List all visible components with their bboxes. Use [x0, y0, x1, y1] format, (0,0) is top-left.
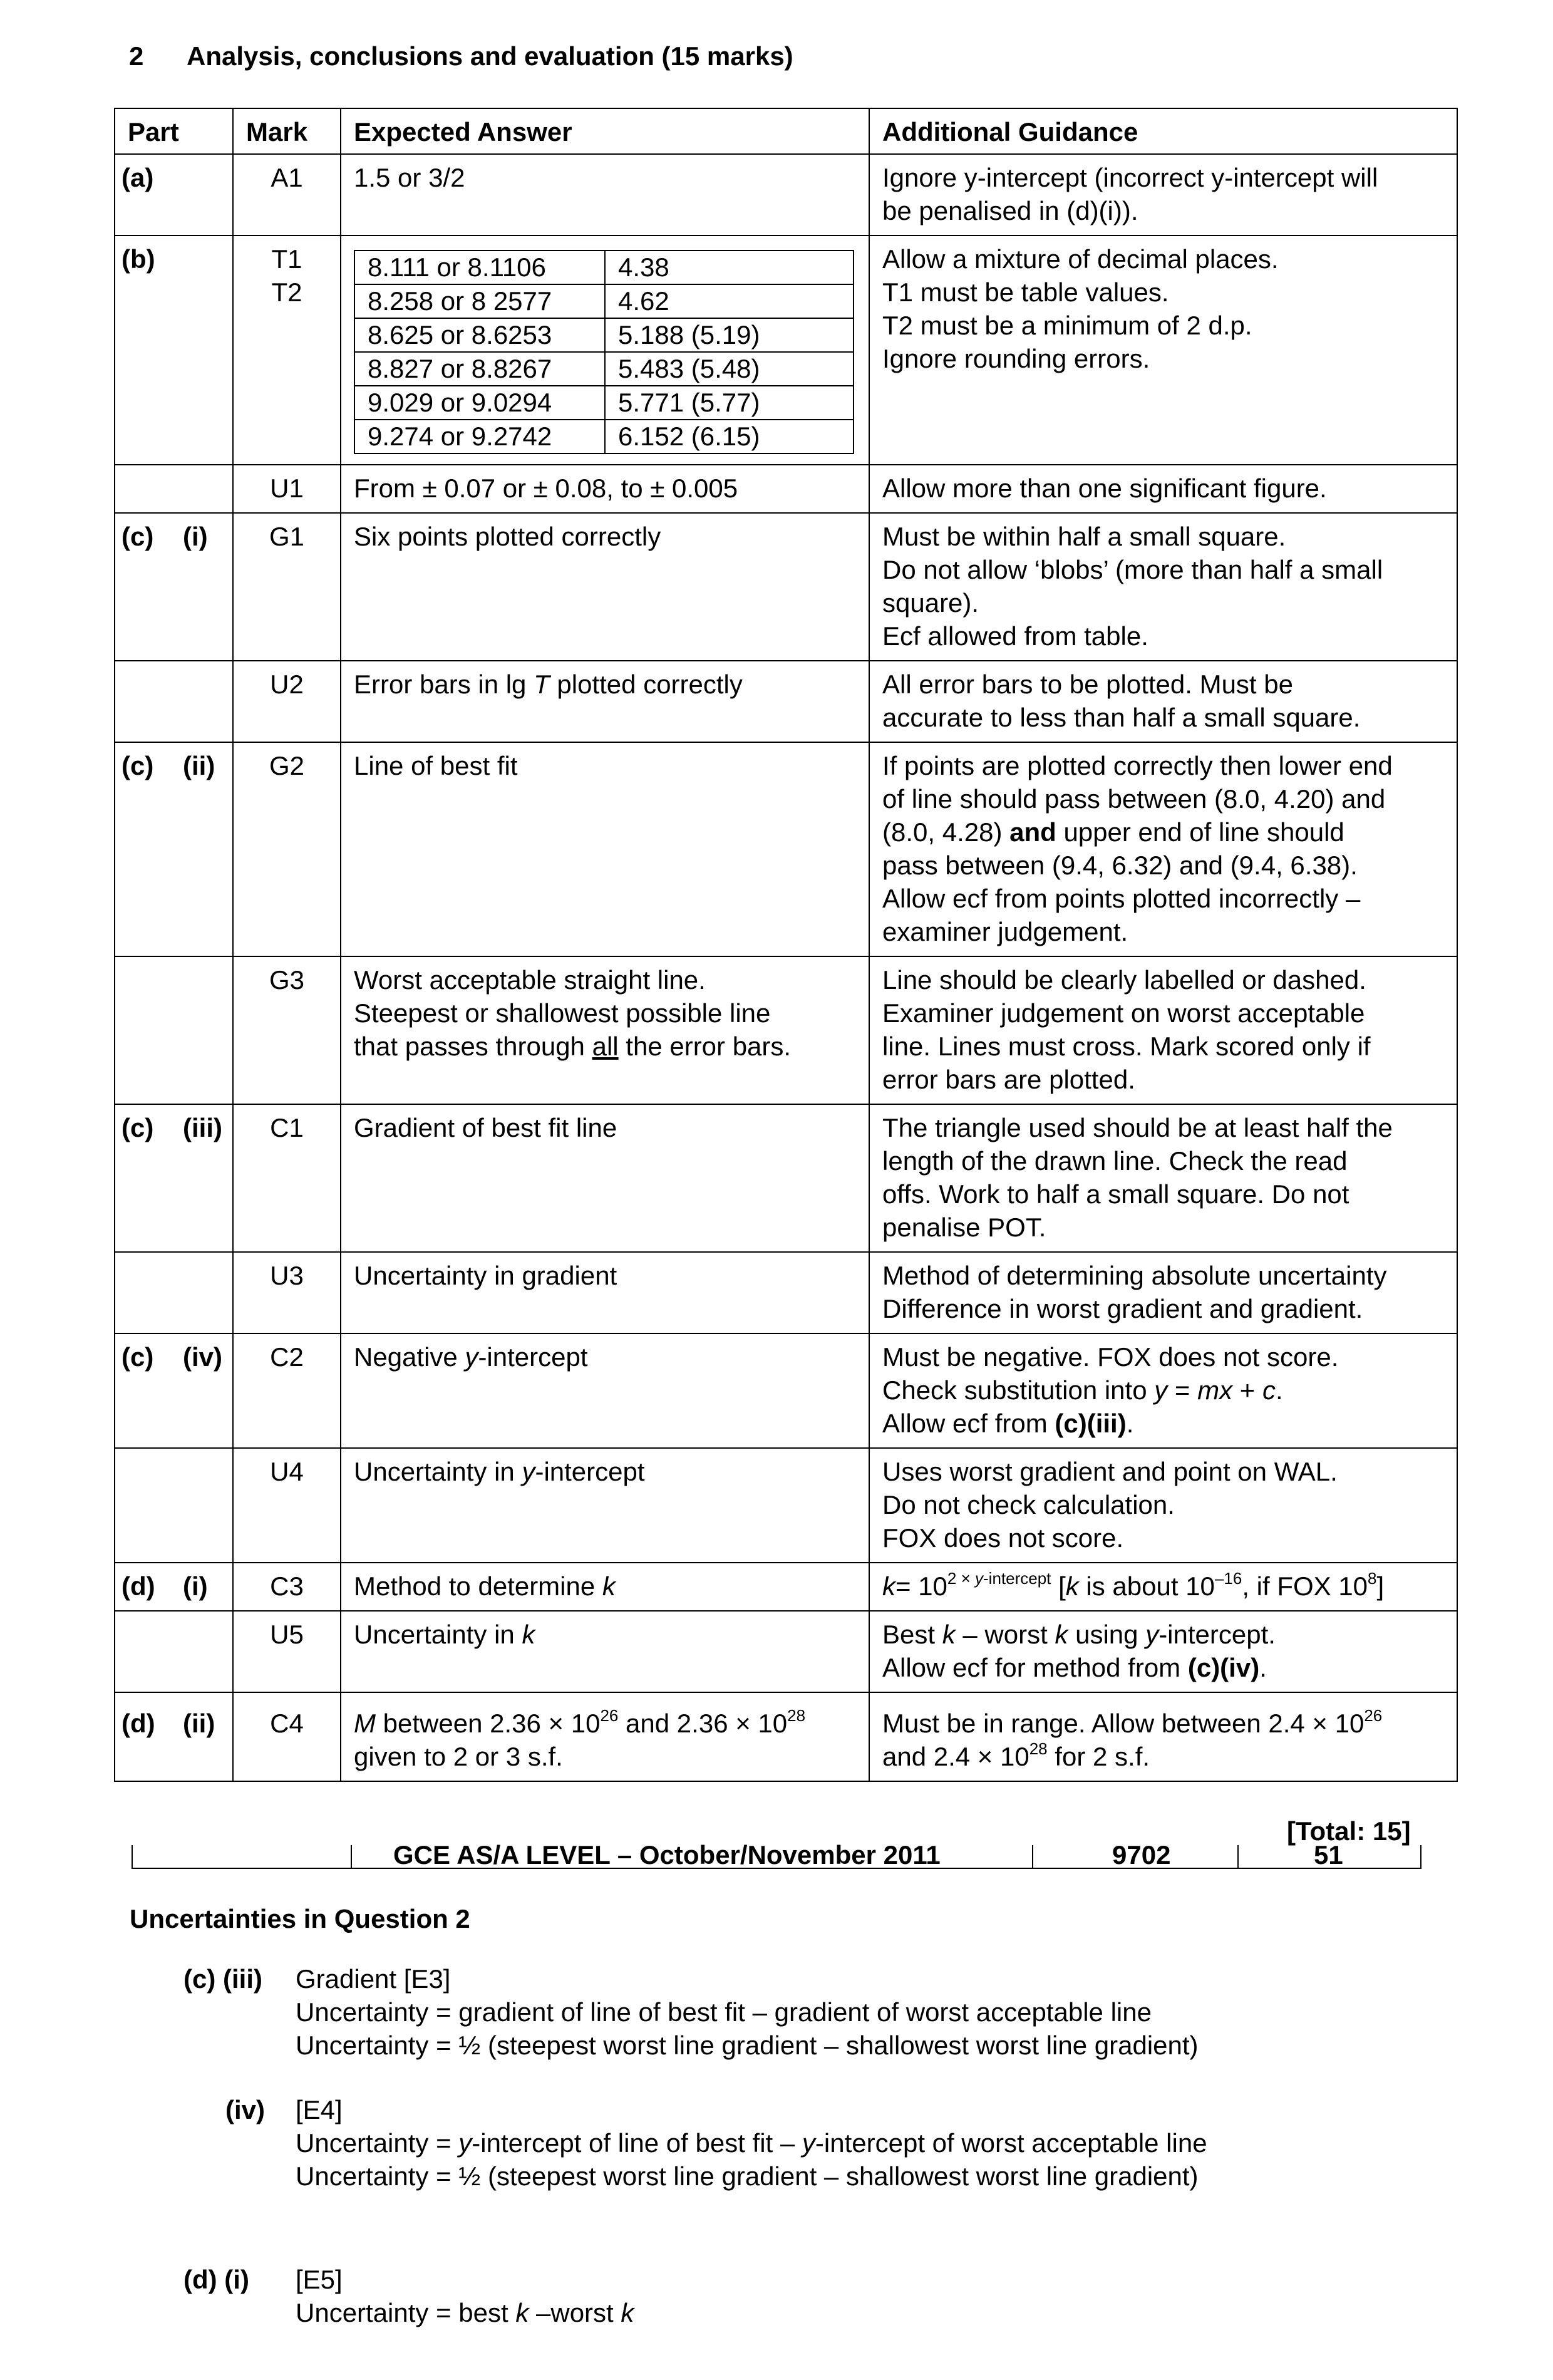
guidance-line: Best k – worst k using y-intercept.: [882, 1620, 1276, 1649]
answer-cell: From ± 0.07 or ± 0.08, to ± 0.005: [341, 465, 869, 513]
answer-line: that passes through all the error bars.: [354, 1032, 792, 1061]
part-cell: (a): [115, 154, 233, 235]
mark-scheme-table: [114, 108, 1458, 1782]
guidance-line: Allow a mixture of decimal places.: [882, 244, 1279, 274]
uncertainty-line: Gradient [E3]: [296, 1964, 451, 1994]
part-cell: (c) (i): [115, 513, 233, 661]
part-cell: (c) (ii): [115, 742, 233, 956]
guidance-line: Check substitution into y = mx + c.: [882, 1375, 1283, 1405]
mark-cell: U3: [233, 1252, 341, 1333]
footer-divider: [1032, 1845, 1033, 1868]
uncertainty-label: (iv): [225, 2095, 265, 2124]
answer-line: Steepest or shallowest possible line: [354, 998, 771, 1028]
mark-cell: C4: [233, 1692, 341, 1781]
answer-cell: Uncertainty in y-intercept: [341, 1448, 869, 1563]
guidance-cell: [869, 1104, 1457, 1252]
values-row: 8.258 or 8 2577 4.62: [354, 284, 854, 318]
uncertainty-line: Uncertainty = ½ (steepest worst line gradient – shallowest worst line gradient): [296, 2031, 1199, 2060]
part-cell: [115, 956, 233, 1104]
values-row: 8.625 or 8.6253 5.188 (5.19): [354, 318, 854, 352]
table-row: [115, 1252, 1457, 1333]
part-cell: [115, 1448, 233, 1563]
guidance-cell: [869, 154, 1457, 235]
mark-cell: U2: [233, 661, 341, 742]
part-cell: [115, 465, 233, 513]
guidance-line: be penalised in (d)(i)).: [882, 196, 1138, 225]
footer-divider: [132, 1845, 133, 1868]
guidance-cell: $k= 10^{2 \times y-intercept}$ [k is about $10^{-16}$, if FOX $10^8$]: [869, 1563, 1457, 1611]
answer-cell: [341, 235, 869, 465]
table-row: [115, 235, 1457, 465]
uncertainty-label: (d) (i): [183, 2265, 249, 2294]
uncertainty-line: Uncertainty = gradient of line of best fit – gradient of worst acceptable line: [296, 1997, 1152, 2027]
part-cell: (d) (ii): [115, 1692, 233, 1781]
guidance-line: Ecf allowed from table.: [882, 621, 1148, 651]
guidance-line: examiner judgement.: [882, 917, 1128, 946]
mark-cell: C1: [233, 1104, 341, 1252]
guidance-line: length of the drawn line. Check the read: [882, 1146, 1348, 1176]
guidance-line: T2 must be a minimum of 2 d.p.: [882, 311, 1252, 340]
footer-exam: GCE AS/A LEVEL – October/November 2011: [393, 1840, 941, 1870]
mark-cell: T1 T2: [233, 235, 341, 465]
section-heading: [129, 41, 793, 71]
table-row: [115, 1333, 1457, 1448]
footer-divider: [1237, 1845, 1239, 1868]
guidance-line: Must be negative. FOX does not score.: [882, 1342, 1339, 1372]
table-row: [115, 1563, 1457, 1611]
mark-cell: U5: [233, 1611, 341, 1692]
guidance-line: Line should be clearly labelled or dashed.: [882, 965, 1366, 995]
guidance-cell: [869, 661, 1457, 742]
mark-cell: U1: [233, 465, 341, 513]
guidance-cell: [869, 235, 1457, 465]
table-row: [115, 1611, 1457, 1692]
values-table: [354, 250, 854, 454]
table-row: [115, 1692, 1457, 1781]
uncertainty-line: Uncertainty = best k –worst k: [296, 2298, 634, 2327]
answer-cell: Negative y-intercept: [341, 1333, 869, 1448]
uncertainty-line: Uncertainty = ½ (steepest worst line gradient – shallowest worst line gradient): [296, 2161, 1199, 2191]
guidance-line: square).: [882, 588, 979, 618]
guidance-line: Allow ecf from (c)(iii).: [882, 1409, 1134, 1438]
footer-divider: [351, 1845, 352, 1868]
mark-cell: C2: [233, 1333, 341, 1448]
table-row: [115, 661, 1457, 742]
page-footer: [132, 1840, 1421, 1870]
guidance-line: Ignore y-intercept (incorrect y-intercept will: [882, 163, 1378, 192]
header-part: Part: [115, 108, 233, 154]
guidance-line: accurate to less than half a small square.: [882, 703, 1361, 732]
uncertainty-label: (c) (iii): [183, 1964, 262, 1994]
guidance-line: Uses worst gradient and point on WAL.: [882, 1457, 1338, 1486]
guidance-line: (8.0, 4.28) and upper end of line should: [882, 817, 1344, 847]
answer-cell: M between $2.36 \times 10^{26}$ and $2.36 \times 10^{28}$ given to 2 or 3 s.f.: [341, 1692, 869, 1781]
uncertainty-line: [E5]: [296, 2265, 343, 2294]
total-marks: [Total: 15]: [1287, 1816, 1411, 1846]
guidance-line: Difference in worst gradient and gradient.: [882, 1294, 1363, 1323]
part-cell: [115, 1252, 233, 1333]
part-cell: (d) (i): [115, 1563, 233, 1611]
guidance-cell: [869, 1448, 1457, 1563]
answer-cell: Six points plotted correctly: [341, 513, 869, 661]
guidance-cell: [869, 1252, 1457, 1333]
guidance-line: If points are plotted correctly then lower end: [882, 751, 1393, 780]
mark-cell: G1: [233, 513, 341, 661]
guidance-line: Do not allow ‘blobs’ (more than half a small: [882, 555, 1383, 584]
table-row: [115, 465, 1457, 513]
guidance-cell: [869, 513, 1457, 661]
part-cell: (c) (iv): [115, 1333, 233, 1448]
guidance-line: of line should pass between (8.0, 4.20) and: [882, 784, 1386, 814]
guidance-cell: [869, 742, 1457, 956]
section-number: 2: [129, 41, 144, 71]
guidance-line: Examiner judgement on worst acceptable: [882, 998, 1365, 1028]
table-row: [115, 742, 1457, 956]
guidance-cell: [869, 1333, 1457, 1448]
mark-cell: U4: [233, 1448, 341, 1563]
guidance-line: Allow ecf for method from (c)(iv).: [882, 1653, 1267, 1682]
table-row: [115, 1104, 1457, 1252]
uncertainty-line: Uncertainty = y-intercept of line of best fit – y-intercept of worst acceptable line: [296, 2128, 1207, 2158]
guidance-line: T1 must be table values.: [882, 277, 1169, 307]
part-cell: (c) (iii): [115, 1104, 233, 1252]
guidance-line: line. Lines must cross. Mark scored only if: [882, 1032, 1371, 1061]
guidance-line: FOX does not score.: [882, 1523, 1124, 1553]
guidance-cell: Must be in range. Allow between $2.4 \times 10^{26}$ and $2.4 \times 10^{28}$ for 2 s.f.: [869, 1692, 1457, 1781]
mark-cell: A1: [233, 154, 341, 235]
guidance-line: Allow ecf from points plotted incorrectly –: [882, 884, 1361, 913]
guidance-line: All error bars to be plotted. Must be: [882, 670, 1293, 699]
footer-syllabus: 9702: [1112, 1840, 1171, 1870]
answer-cell: Uncertainty in gradient: [341, 1252, 869, 1333]
mark-cell: C3: [233, 1563, 341, 1611]
table-row: [115, 956, 1457, 1104]
answer-cell: Method to determine k: [341, 1563, 869, 1611]
part-cell: [115, 661, 233, 742]
answer-cell: [341, 956, 869, 1104]
answer-cell: Error bars in lg T plotted correctly: [341, 661, 869, 742]
values-row: 9.029 or 9.0294 5.771 (5.77): [354, 386, 854, 420]
header-mark: Mark: [233, 108, 341, 154]
values-row: 8.111 or 8.1106 4.38: [354, 251, 854, 284]
footer-divider: [1420, 1845, 1421, 1868]
guidance-line: Method of determining absolute uncertainty: [882, 1261, 1387, 1290]
table-header-row: [115, 108, 1457, 154]
table-row: [115, 513, 1457, 661]
guidance-line: Do not check calculation.: [882, 1490, 1175, 1519]
uncertainty-line: [E4]: [296, 2095, 343, 2124]
guidance-line: error bars are plotted.: [882, 1065, 1135, 1094]
table-row: [115, 1448, 1457, 1563]
table-row: [115, 154, 1457, 235]
values-row: 9.274 or 9.2742 6.152 (6.15): [354, 420, 854, 453]
guidance-line: Must be within half a small square.: [882, 522, 1286, 551]
mark-cell: G3: [233, 956, 341, 1104]
footer-paper: 51: [1314, 1840, 1343, 1870]
guidance-cell: Allow more than one significant figure.: [869, 465, 1457, 513]
header-expected-answer: Expected Answer: [341, 108, 869, 154]
guidance-line: offs. Work to half a small square. Do not: [882, 1179, 1349, 1209]
answer-line: Worst acceptable straight line.: [354, 965, 706, 995]
answer-cell: Uncertainty in k: [341, 1611, 869, 1692]
header-additional-guidance: Additional Guidance: [869, 108, 1457, 154]
guidance-cell: [869, 956, 1457, 1104]
values-row: 8.827 or 8.8267 5.483 (5.48): [354, 352, 854, 386]
guidance-line: penalise POT.: [882, 1213, 1046, 1242]
answer-cell: 1.5 or 3/2: [341, 154, 869, 235]
guidance-line: Ignore rounding errors.: [882, 344, 1150, 373]
part-cell: [115, 1611, 233, 1692]
answer-cell: Gradient of best fit line: [341, 1104, 869, 1252]
part-cell: (b): [115, 235, 233, 465]
guidance-cell: [869, 1611, 1457, 1692]
guidance-line: pass between (9.4, 6.32) and (9.4, 6.38).: [882, 851, 1358, 880]
answer-cell: Line of best fit: [341, 742, 869, 956]
section-title: Analysis, conclusions and evaluation (15 marks): [187, 41, 793, 71]
mark-cell: G2: [233, 742, 341, 956]
uncertainties-title: Uncertainties in Question 2: [130, 1904, 470, 1933]
guidance-line: The triangle used should be at least half the: [882, 1113, 1393, 1142]
